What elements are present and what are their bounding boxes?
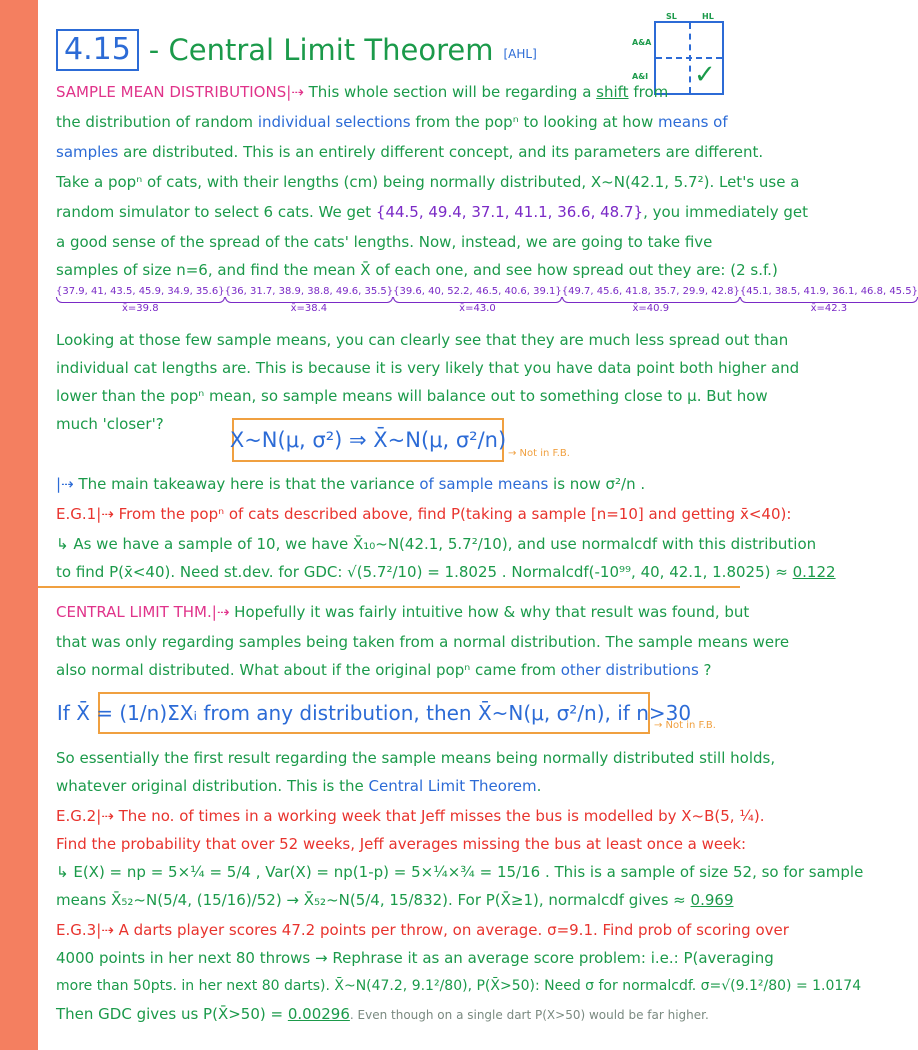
- sample-set: {49.7, 45.6, 41.8, 35.7, 29.9, 42.8}: [561, 286, 740, 297]
- takeaway-line: [56, 474, 645, 494]
- text-span: the distribution of random: [56, 113, 254, 131]
- title-row: [56, 28, 537, 72]
- section-divider: [38, 586, 740, 588]
- intro-text: This whole section will be regarding a: [308, 83, 592, 101]
- grid-divider-horizontal: [656, 57, 722, 59]
- page-title: - Central Limit Theorem: [148, 33, 494, 67]
- highlight-term: other distributions: [560, 661, 699, 679]
- text-line: [56, 112, 728, 132]
- grid-col-label-sl: SL: [666, 12, 677, 21]
- text-line: [56, 1004, 709, 1025]
- example-question: From the popⁿ of cats described above, find P(taking a sample [n=10] and getting x̄<40):: [118, 505, 792, 523]
- text-line: [56, 776, 541, 796]
- text-line: much 'closer'?: [56, 415, 164, 433]
- text-span: . Even though on a single dart P(X>50) would be far higher.: [349, 1008, 709, 1022]
- sample-set: {36, 31.7, 38.9, 38.8, 49.6, 35.5}: [224, 286, 394, 297]
- example-2-question: [56, 806, 765, 826]
- arrow-icon: |⇢: [211, 603, 230, 621]
- clt-formula-box: If X̄ = (1/n)ΣXᵢ from any distribution, then X̄~N(μ, σ²/n), if n>30: [98, 692, 650, 734]
- sample-mean-value: x̄=43.0: [459, 303, 496, 314]
- text-line: a good sense of the spread of the cats' lengths. Now, instead, we are going to take five: [56, 233, 713, 251]
- course-level-tag: [AHL]: [503, 47, 537, 61]
- text-span: to find P(x̄<40). Need st.dev. for GDC: √(5.7²/10) = 1.8025 . Normalcdf(-10⁹⁹, 40, 42.1, 1.8025) ≈: [56, 563, 788, 581]
- sample-mean-intro-line: [56, 82, 668, 102]
- sample-set: {45.1, 38.5, 41.9, 36.1, 46.8, 45.5}: [739, 286, 918, 297]
- text-span: Hopefully it was fairly intuitive how & why that result was found, but: [234, 603, 750, 621]
- example-3-question: [56, 920, 789, 940]
- highlight-term: of sample means: [419, 475, 549, 493]
- text-span: , you immediately get: [643, 203, 808, 221]
- sample-set: {37.9, 41, 43.5, 45.9, 34.9, 35.6}: [56, 286, 225, 297]
- text-span: means X̄₅₂~N(5/4, (15/16)/52) → X̄₅₂~N(5/4, 15/832). For P(X̄≥1), normalcdf gives ≈: [56, 891, 686, 909]
- text-span: whatever original distribution. This is the: [56, 777, 364, 795]
- text-line: Take a popⁿ of cats, with their lengths (cm) being normally distributed, X~N(42.1, 5.7²). Let's use a: [56, 173, 800, 191]
- sample-group: [393, 286, 562, 314]
- text-line: 4000 points in her next 80 throws → Rephrase it as an average score problem: i.e.: P(averaging: [56, 949, 774, 967]
- text-line: ↳ As we have a sample of 10, we have X̄₁₀~N(42.1, 5.7²/10), and use normalcdf with this distribution: [56, 535, 817, 553]
- example-label: E.G.3: [56, 921, 97, 939]
- check-icon: ✓: [694, 60, 716, 90]
- text-line: [56, 202, 808, 222]
- sample-set: {39.6, 40, 52.2, 46.5, 40.6, 39.1}: [393, 286, 562, 297]
- highlight-term: Central Limit Theorem: [368, 777, 537, 795]
- answer-value: 0.969: [690, 891, 734, 909]
- page-margin-bar: [0, 0, 38, 1050]
- samples-row: [56, 286, 918, 314]
- sample-mean-value: x̄=42.3: [810, 303, 848, 314]
- text-line: individual cat lengths are. This is because it is very likely that you have data point both higher and: [56, 359, 800, 377]
- text-line: So essentially the first result regarding the sample means being normally distributed still holds,: [56, 749, 776, 767]
- text-line: ↳ E(X) = np = 5×¼ = 5/4 , Var(X) = np(1-p) = 5×¼×¾ = 15/16 . This is a sample of size 52, so for sample: [56, 863, 864, 881]
- example-question-line: Find the probability that over 52 weeks, Jeff averages missing the bus at least once a week:: [56, 835, 747, 853]
- not-in-formula-booklet-note: → Not in F.B.: [508, 448, 570, 459]
- grid-col-label-hl: HL: [702, 12, 714, 21]
- sample-mean-value: x̄=38.4: [290, 303, 328, 314]
- sample-mean-value: x̄=39.8: [122, 303, 159, 314]
- grid-row-label-aa: A&A: [632, 38, 652, 47]
- text-span: is now σ²/n .: [553, 475, 646, 493]
- text-line: more than 50pts. in her next 80 darts). X̄~N(47.2, 9.1²/80), P(X̄>50): Need σ for normalcdf. σ=√(9.1²/80) = 1.0174: [56, 978, 862, 994]
- arrow-icon: |⇢: [56, 475, 74, 493]
- example-question: The no. of times in a working week that Jeff misses the bus is modelled by X~B(5, ¼).: [118, 807, 765, 825]
- text-span: random simulator to select 6 cats. We get: [56, 203, 372, 221]
- sample-mean-value: x̄=40.9: [632, 303, 670, 314]
- clt-heading: CENTRAL LIMIT THM.: [56, 603, 212, 621]
- example-1-question: [56, 504, 791, 524]
- answer-value: 0.122: [792, 563, 836, 581]
- example-label: E.G.2: [56, 807, 97, 825]
- arrow-icon: |⇢: [286, 83, 304, 101]
- text-span: Then GDC gives us P(X̄>50) =: [56, 1005, 284, 1023]
- sample-group: [740, 286, 918, 314]
- highlight-term: means of: [658, 113, 728, 131]
- highlight-term: samples: [56, 143, 119, 161]
- text-span: The main takeaway here is that the variance: [78, 475, 415, 493]
- text-line: lower than the popⁿ mean, so sample means will balance out to something close to μ. But how: [56, 387, 768, 405]
- arrow-icon: |⇢: [96, 505, 114, 523]
- text-line: [56, 142, 763, 162]
- arrow-icon: |⇢: [96, 807, 114, 825]
- sample-group: [562, 286, 740, 314]
- example-label: E.G.1: [56, 505, 97, 523]
- intro-underlined-word: shift: [596, 83, 629, 101]
- sample-group: [56, 286, 225, 314]
- text-line: Looking at those few sample means, you can clearly see that they are much less spread out than: [56, 331, 789, 349]
- text-line: [56, 660, 712, 680]
- highlight-term: individual selections: [257, 113, 411, 131]
- text-span: from the popⁿ to looking at how: [415, 113, 654, 131]
- not-in-formula-booklet-note: → Not in F.B.: [654, 720, 716, 731]
- example-question: A darts player scores 47.2 points per throw, on average. σ=9.1. Find prob of scoring over: [118, 921, 789, 939]
- text-line: [56, 562, 836, 582]
- arrow-icon: |⇢: [96, 921, 114, 939]
- text-line: that was only regarding samples being taken from a normal distribution. The sample means were: [56, 633, 790, 651]
- intro-text-end: from: [633, 83, 669, 101]
- text-span: .: [536, 777, 542, 795]
- text-span: are distributed. This is an entirely different concept, and its parameters are different.: [123, 143, 764, 161]
- clt-intro-line: [56, 602, 749, 622]
- grid-row-label-ai: A&I: [632, 72, 649, 81]
- cat-sample-set: {44.5, 49.4, 37.1, 41.1, 36.6, 48.7}: [375, 203, 644, 221]
- text-line: samples of size n=6, and find the mean X̄ of each one, and see how spread out they are: (2 s.f.): [56, 261, 778, 279]
- sample-mean-formula-box: X~N(μ, σ²) ⇒ X̄~N(μ, σ²/n): [232, 418, 504, 462]
- text-line: [56, 890, 734, 910]
- text-span: ?: [703, 661, 712, 679]
- sample-mean-heading: SAMPLE MEAN DISTRIBUTIONS: [56, 83, 287, 101]
- section-number: 4.15: [56, 29, 139, 71]
- answer-value: 0.00296: [287, 1005, 350, 1023]
- sample-group: [225, 286, 394, 314]
- text-span: also normal distributed. What about if the original popⁿ came from: [56, 661, 556, 679]
